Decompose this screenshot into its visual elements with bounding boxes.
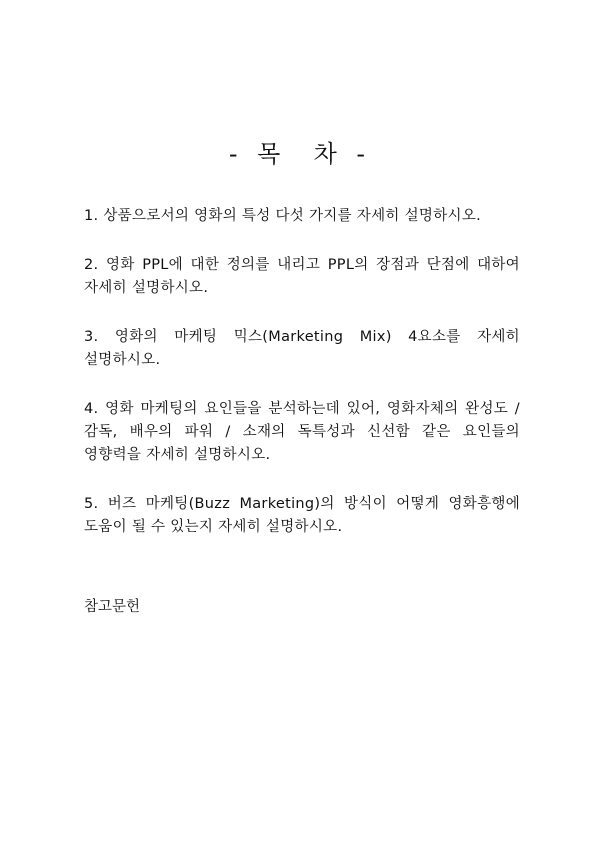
toc-item-2: 2. 영화 PPL에 대한 정의를 내리고 PPL의 장점과 단점에 대하여 자세히 설명하시오.	[84, 257, 520, 296]
table-of-contents-list	[84, 205, 520, 565]
toc-item-5: 5. 버즈 마케팅(Buzz Marketing)의 방식이 어떻게 영화흥행에 도움이 될 수 있는지 자세히 설명하시오.	[84, 496, 520, 535]
references-heading: 참고문헌	[84, 599, 141, 615]
toc-item-4: 4. 영화 마케팅의 요인들을 분석하는데 있어, 영화자체의 완성도 / 감독, 배우의 파워 / 소재의 독특성과 신선함 같은 요인들의 영향력을 자세히 설명하시오.	[84, 401, 520, 463]
toc-item-3: 3. 영화의 마케팅 믹스(Marketing Mix) 4요소를 자세히 설명하시오.	[84, 329, 520, 368]
toc-item-1: 1. 상품으로서의 영화의 특성 다섯 가지를 자세히 설명하시오.	[84, 208, 482, 224]
table-of-contents-title: - 목 차 -	[228, 140, 372, 168]
